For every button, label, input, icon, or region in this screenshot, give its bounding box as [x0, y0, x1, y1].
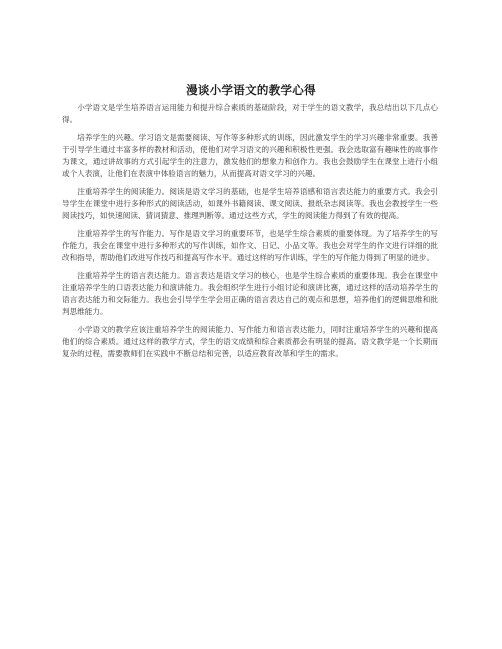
document-body: [62, 102, 438, 366]
paragraph-conclusion: 小学语文的教学应该注重培养学生的阅读能力、写作能力和语言表达能力，同时注重培养学生的兴趣和提高他们的综合素质。通过这样的教学方式，学生的语文成绩和综合素质都会有明显的提高。语文教学是一个长期而复杂的过程，需要教师们在实践中不断总结和完善，以适应教育改革和学生的需求。: [62, 325, 438, 358]
paragraph-writing: 注重培养学生的写作能力。写作是语文学习的重要环节，也是学生综合素质的重要体现。为了培养学生的写作能力，我会在课堂中进行多种形式的写作训练，如作文、日记、小品文等。我也会对学生的作文进行详细的批改和指导，帮助他们改进写作技巧和提高写作水平。通过这样的写作训练，学生的写作能力得到了明显的进步。: [62, 229, 438, 262]
paragraph-expression: 注重培养学生的语言表达能力。语言表达是语文学习的核心，也是学生综合素质的重要体现。我会在课堂中注重培养学生的口语表达能力和演讲能力。我会组织学生进行小组讨论和演讲比赛，通过这样的活动培养学生的语言表达能力和交际能力。我也会引导学生学会用正确的语言表达自己的观点和思想，培养他们的逻辑思维和批判思维能力。: [62, 271, 438, 316]
document-title: 漫谈小学语文的教学心得: [186, 83, 316, 97]
paragraph-intro: 小学语文是学生培养语言运用能力和提升综合素质的基础阶段，对于学生的语文教学，我总结出以下几点心得。: [62, 103, 438, 124]
paragraph-reading: 注重培养学生的阅读能力。阅读是语文学习的基础，也是学生培养语感和语言表达能力的重要方式。我会引导学生在课堂中进行多种形式的阅读活动，如课外书籍阅读、课文阅读、报纸杂志阅读等。我也会教授学生一些阅读技巧，如快速阅读、猜词猜意、推理判断等。通过这些方式，学生的阅读能力得到了有效的提高。: [62, 187, 438, 220]
paragraph-interest: 培养学生的兴趣。学习语文是需要阅读、写作等多种形式的训练，因此激发学生的学习兴趣非常重要。我善于引导学生通过丰富多样的教材和活动，使他们对学习语文的兴趣和积极性更强。我会选取富有趣味性的故事作为课文，通过讲故事的方式引起学生的注意力，激发他们的想象力和创作力。我也会鼓励学生在课堂上进行小组或个人表演，让他们在表演中体验语言的魅力，从而提高对语文学习的兴趣。: [62, 133, 438, 178]
